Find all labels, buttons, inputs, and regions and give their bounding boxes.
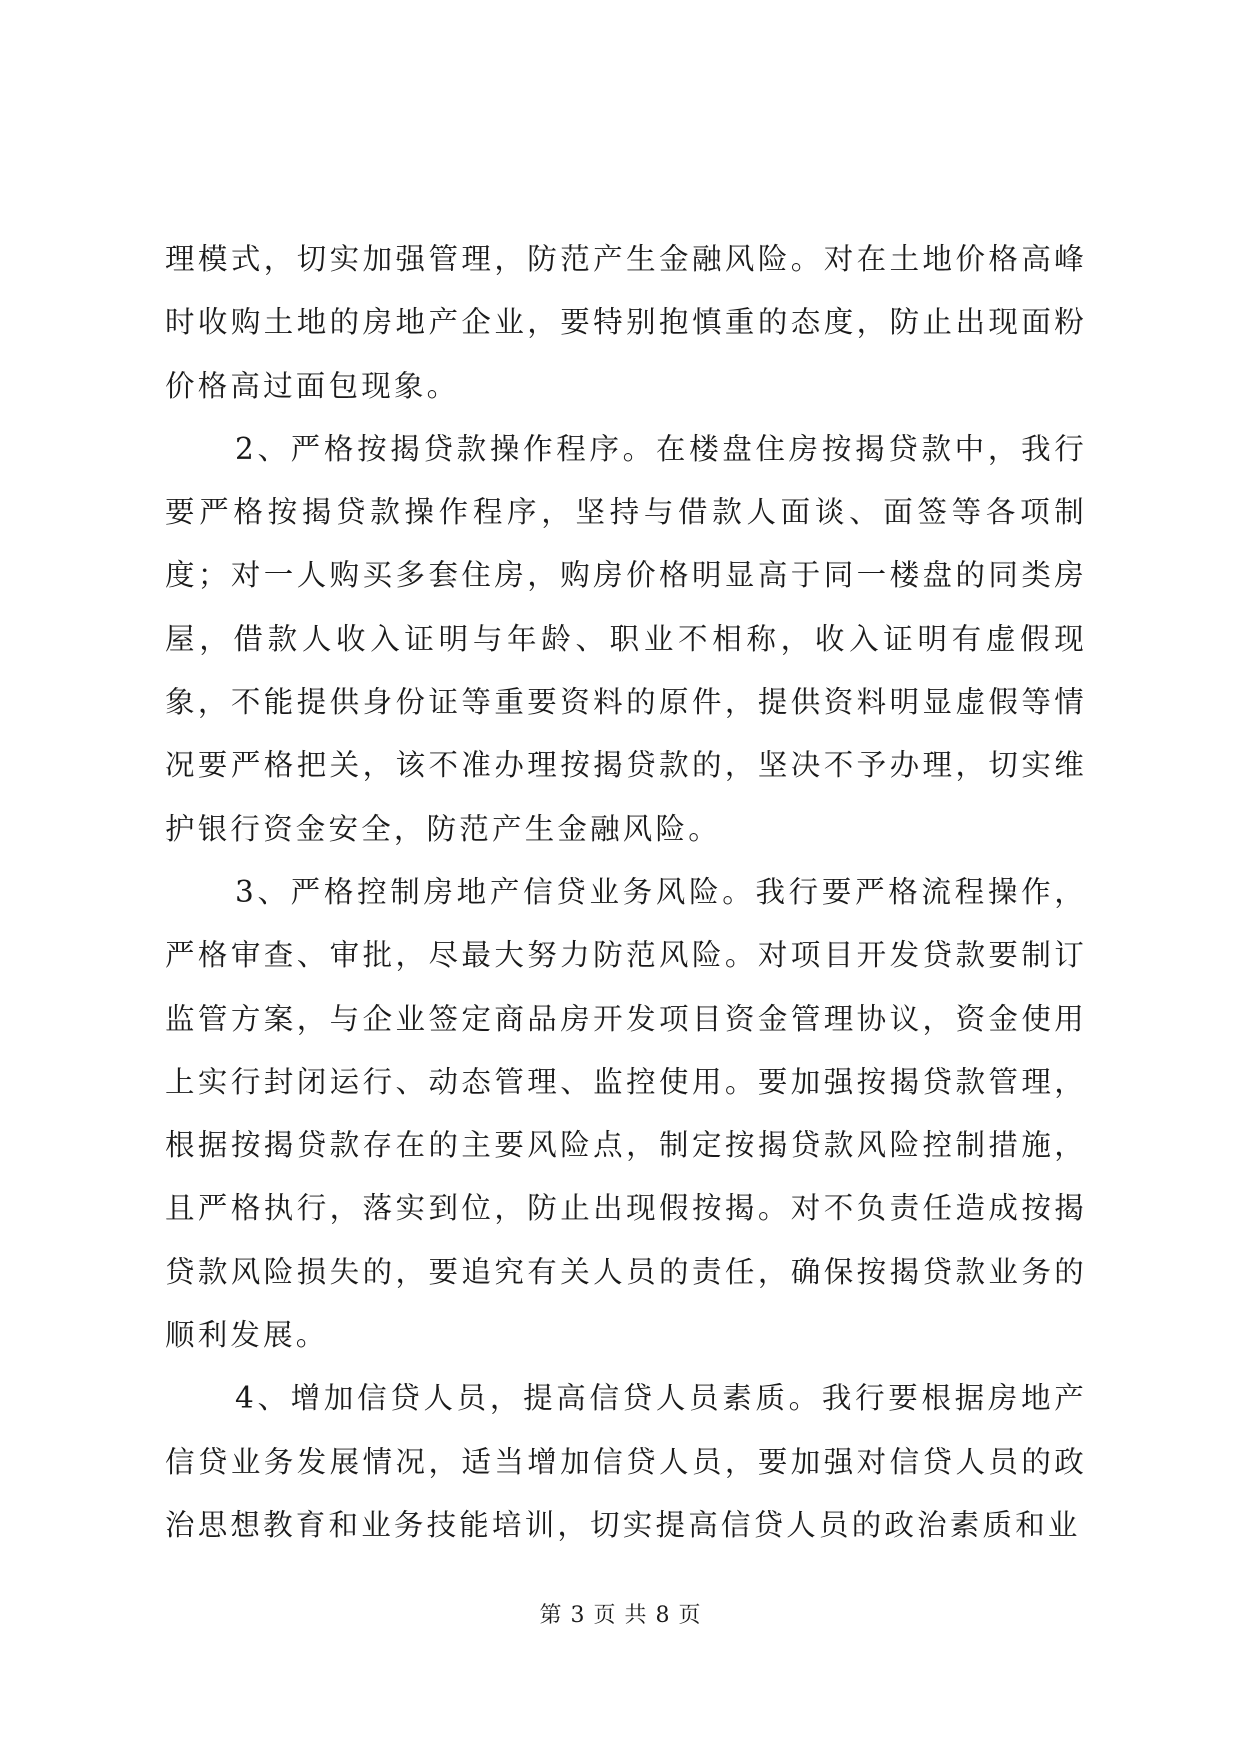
paragraph-staff-quality: 4、增加信贷人员，提高信贷人员素质。我行要根据房地产信贷业务发展情况，适当增加信贷人员，要加强对信贷人员的政治思想教育和业务技能培训，切实提高信贷人员的政治素质和业	[165, 1381, 1087, 1542]
page-number-footer: 第 3 页 共 8 页	[539, 1603, 702, 1628]
paragraph-credit-risk-control: 3、严格控制房地产信贷业务风险。我行要严格流程操作，严格审查、审批，尽最大努力防范风险。对项目开发贷款要制订监管方案，与企业签定商品房开发项目资金管理协议，资金使用上实行封闭运行、动态管理、监控使用。要加强按揭贷款管理，根据按揭贷款存在的主要风险点，制定按揭贷款风险控制措施，且严格执行，落实到位，防止出现假按揭。对不负责任造成按揭贷款风险损失的，要追究有关人员的责任，确保按揭贷款业务的顺利发展。	[165, 874, 1087, 1353]
paragraph-continuation: 理模式，切实加强管理，防范产生金融风险。对在土地价格高峰时收购土地的房地产企业，要特别抱慎重的态度，防止出现面粉价格高过面包现象。	[165, 242, 1087, 403]
paragraph-mortgage-procedure: 2、严格按揭贷款操作程序。在楼盘住房按揭贷款中，我行要严格按揭贷款操作程序，坚持与借款人面谈、面签等各项制度；对一人购买多套住房，购房价格明显高于同一楼盘的同类房屋，借款人收入证明与年龄、职业不相称，收入证明有虚假现象，不能提供身份证等重要资料的原件，提供资料明显虚假等情况要严格把关，该不准办理按揭贷款的，坚决不予办理，切实维护银行资金安全，防范产生金融风险。	[165, 431, 1087, 846]
document-body	[165, 228, 1087, 1557]
